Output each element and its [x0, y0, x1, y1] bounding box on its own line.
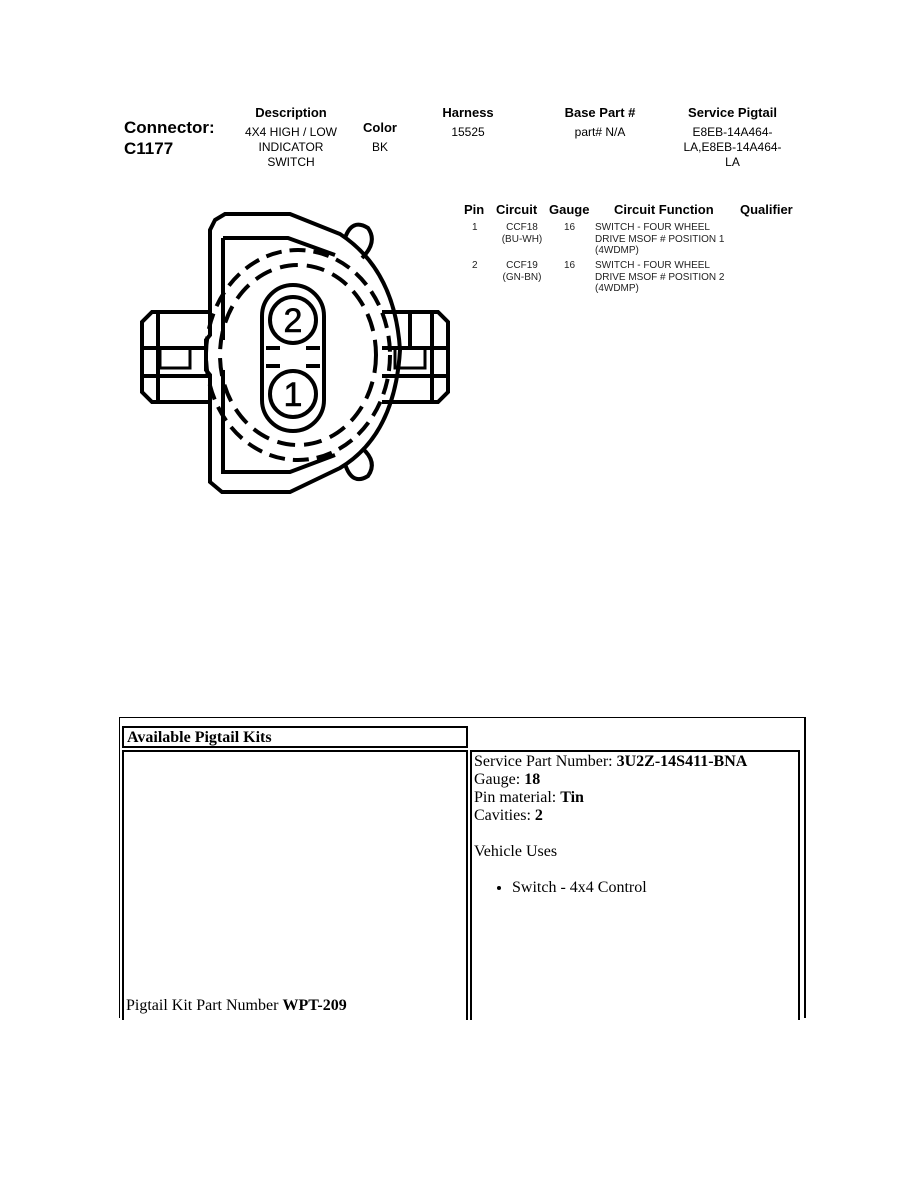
circuit-cell: CCF19 (GN-BN) — [502, 260, 542, 283]
cavities: Cavities: 2 — [474, 807, 543, 824]
service-pigtail-value: E8EB-14A464- LA,E8EB-14A464- LA — [683, 125, 782, 169]
pigtail-header-cell — [122, 726, 468, 748]
base-part-value: part# N/A — [574, 125, 626, 139]
circuit-header: Circuit — [496, 202, 538, 217]
color-header: Color — [363, 120, 397, 135]
service-pigtail-header: Service Pigtail — [688, 105, 777, 120]
function-cell: SWITCH - FOUR WHEEL DRIVE MSOF # POSITION 2 (4WDMP) — [595, 260, 725, 294]
connector-face-diagram — [130, 200, 460, 510]
qualifier-header: Qualifier — [740, 202, 793, 217]
pin-material: Pin material: Tin — [474, 789, 584, 806]
circuit-function-header: Circuit Function — [614, 202, 714, 217]
gauge: Gauge: 18 — [474, 771, 541, 788]
base-part-header: Base Part # — [564, 105, 636, 120]
pigtail-kits-table — [119, 717, 806, 1018]
color-value: BK — [371, 140, 388, 154]
pin-number: 2 — [472, 260, 478, 271]
pigtail-kit-cell — [122, 750, 468, 1020]
harness-value: 15525 — [451, 125, 485, 139]
pin-header: Pin — [464, 202, 485, 217]
pin-number: 1 — [472, 222, 478, 233]
gauge-header: Gauge — [549, 202, 590, 217]
service-part-number: Service Part Number: 3U2Z-14S411-BNA — [474, 753, 748, 770]
harness-header: Harness — [442, 105, 494, 120]
vehicle-uses-list — [474, 879, 796, 897]
pin-label-1: 1 — [283, 376, 303, 414]
function-cell: SWITCH - FOUR WHEEL DRIVE MSOF # POSITION 1 (4WDMP) — [595, 222, 725, 256]
pigtail-kit-part-number: Pigtail Kit Part Number WPT-209 — [126, 997, 347, 1014]
gauge-cell: 16 — [564, 260, 576, 271]
description-value: 4X4 HIGH / LOW INDICATOR SWITCH — [244, 125, 338, 169]
gauge-cell: 16 — [564, 222, 576, 233]
connector-label: Connector: — [124, 118, 215, 137]
vehicle-uses-label: Vehicle Uses — [474, 843, 558, 860]
pigtail-header: Available Pigtail Kits — [127, 729, 272, 746]
pin-label-2: 2 — [283, 302, 303, 340]
connector-title — [124, 117, 215, 159]
connector-id: C1177 — [124, 139, 174, 158]
vehicle-use-item: • Switch - 4x4 Control — [512, 879, 796, 897]
pigtail-details-cell — [470, 750, 800, 1020]
circuit-cell: CCF18 (BU-WH) — [501, 222, 543, 245]
description-header: Description — [255, 105, 327, 120]
